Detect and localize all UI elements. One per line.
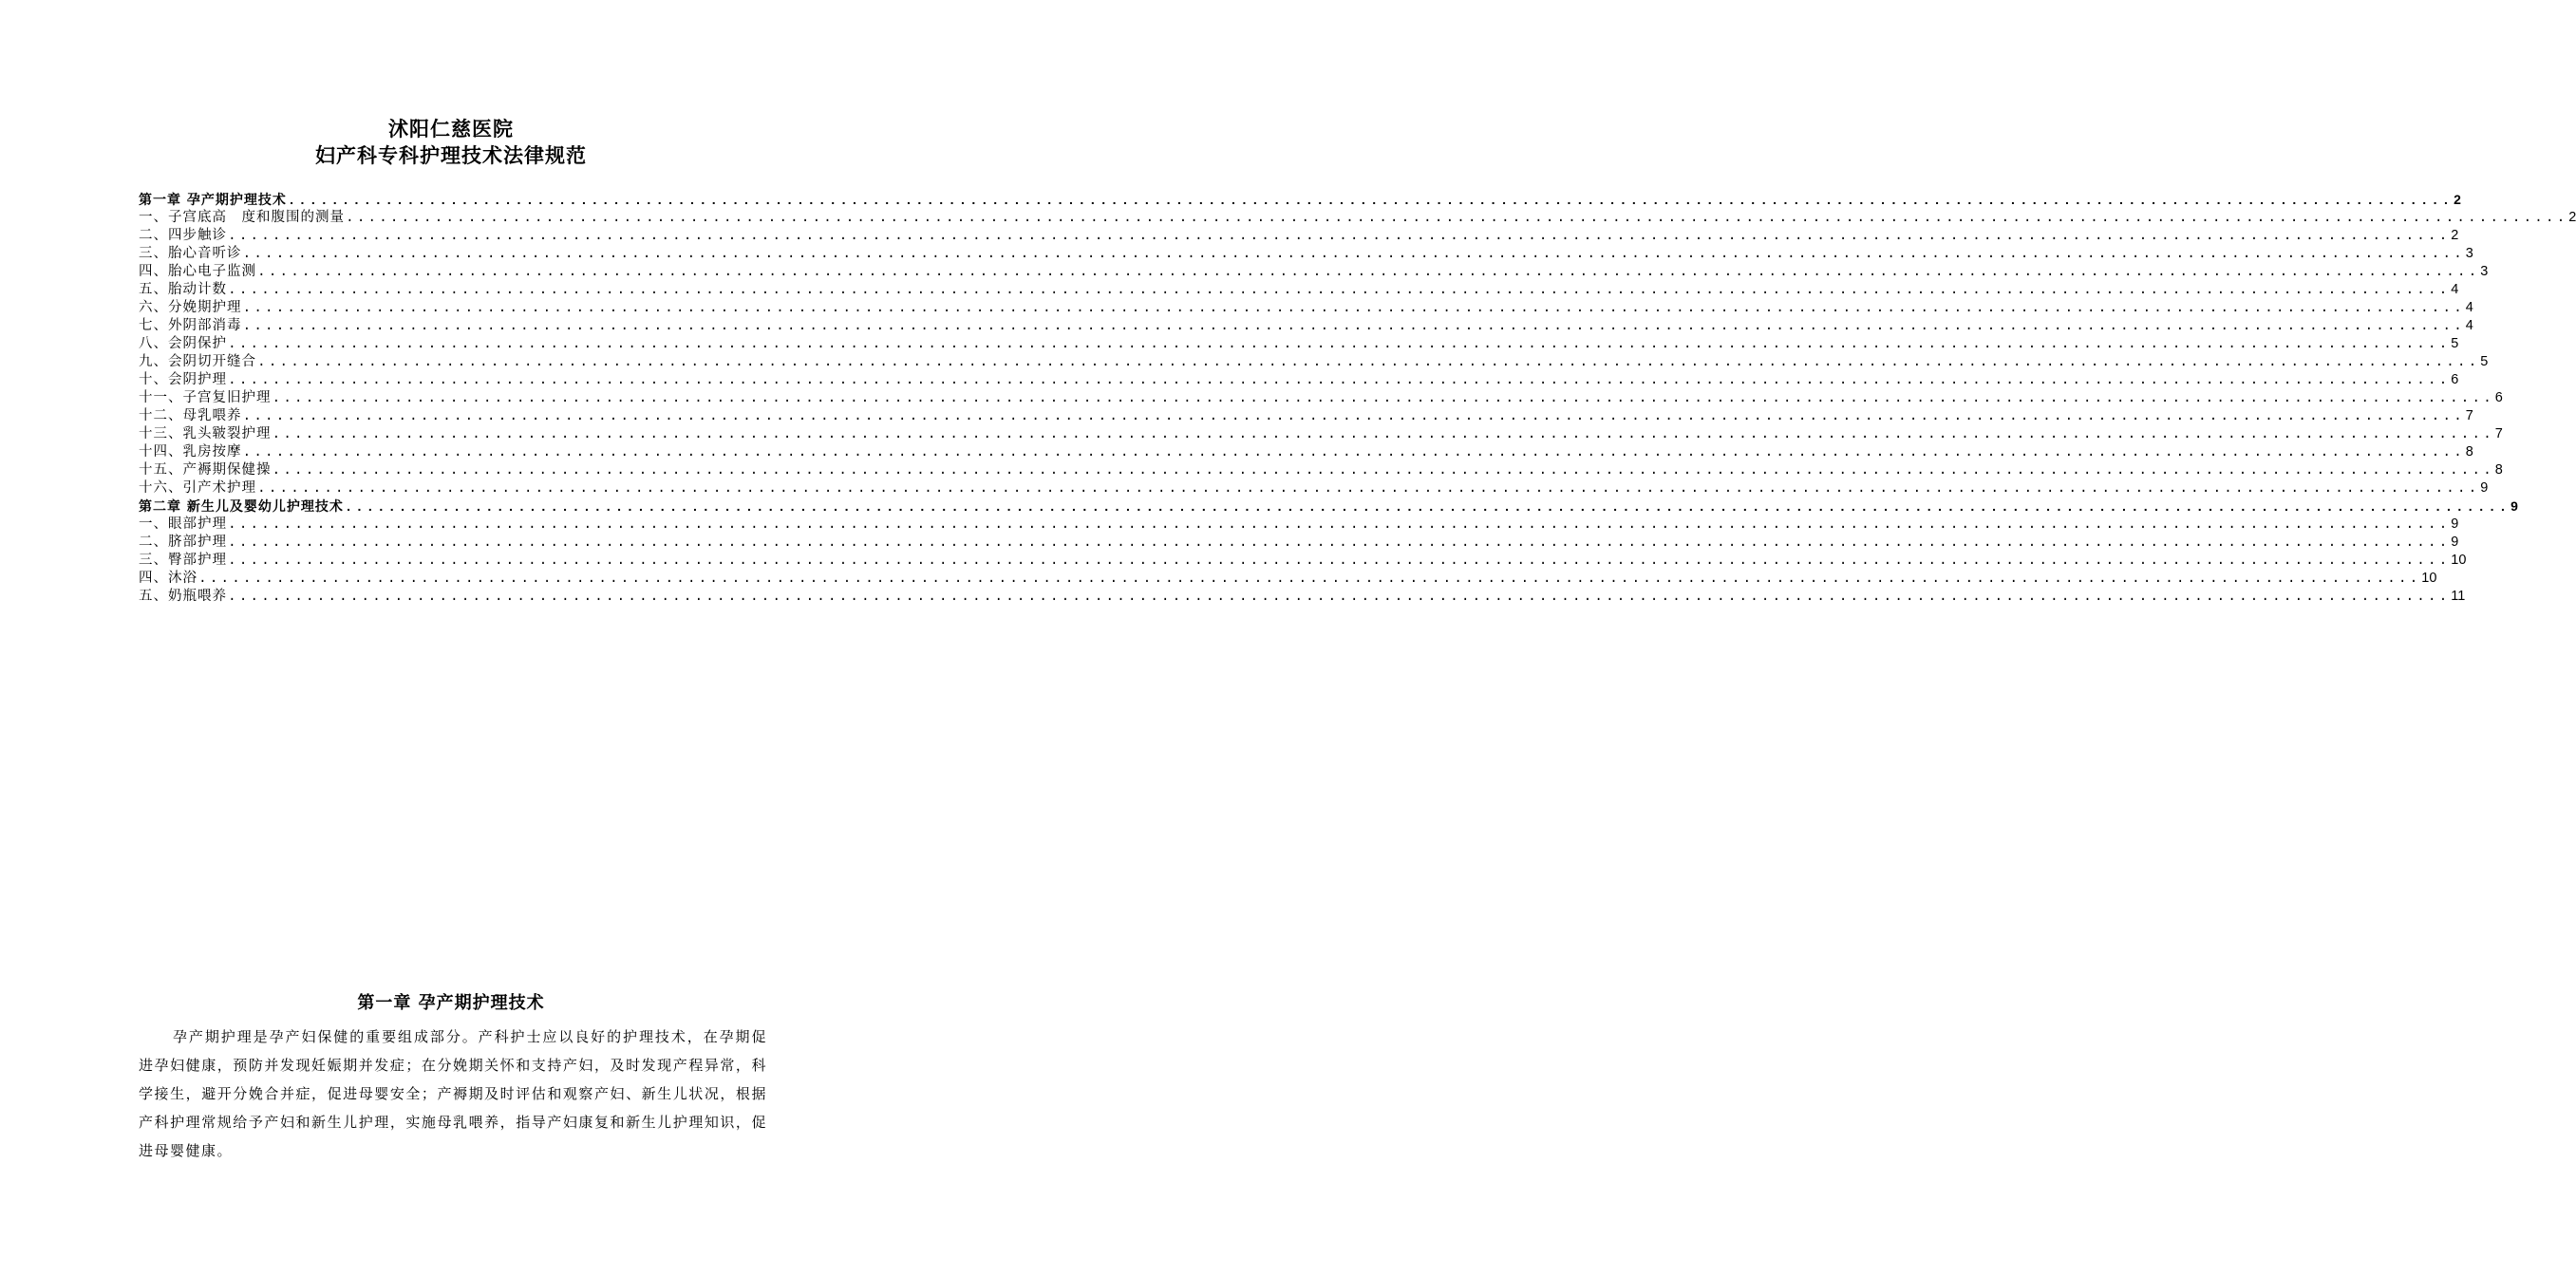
toc-page-number: 8 [2494,462,2503,478]
toc-page-number: 4 [2451,282,2459,297]
toc-page-number: 8 [2465,444,2473,460]
chapter-heading: 第一章 孕产期护理技术 [357,993,545,1013]
toc-entry[interactable] [139,263,2489,281]
toc-entry-label: 三、臀部护理 [139,553,227,568]
toc-entry-label: 第一章 孕产期护理技术 [139,193,287,208]
toc-entry[interactable] [139,425,2503,443]
toc-entry-label: 十、会阴护理 [139,372,227,387]
toc-page-number: 7 [2465,408,2473,423]
toc-entry[interactable] [139,317,2473,335]
document-title: 妇产科专科护理技术法律规范 [315,143,587,167]
toc-page-number: 7 [2494,426,2503,441]
toc-leader-dots: ........................................................................................................................................................................................................ [272,391,2494,406]
toc-entry[interactable] [139,588,2466,606]
toc-page-number: 3 [2465,246,2473,261]
toc-entry[interactable] [139,353,2489,371]
hospital-title: 沭阳仁慈医院 [388,117,514,141]
toc-page-number: 2 [2568,210,2576,225]
toc-chapter-entry[interactable] [139,497,2518,516]
toc-entry-label: 二、脐部护理 [139,535,227,550]
toc-entry-label: 九、会阴切开缝合 [139,354,256,369]
toc-page-number: 2 [2451,228,2459,243]
toc-page-number: 5 [2480,354,2489,369]
toc-entry[interactable] [139,281,2459,299]
toc-entry-label: 二、四步触诊 [139,228,227,243]
toc-leader-dots: ........................................................................................................................................................................................................ [344,500,2510,516]
toc-entry[interactable] [139,479,2489,497]
toc-leader-dots: ........................................................................................................................................................................................................ [257,265,2480,280]
toc-chapter-entry[interactable] [139,191,2461,209]
toc-entry[interactable] [139,552,2467,570]
toc-entry-label: 五、胎动计数 [139,282,227,297]
toc-entry-label: 三、胎心音听诊 [139,246,242,261]
toc-page-number: 9 [2480,480,2489,496]
toc-leader-dots: ........................................................................................................................................................................................................ [257,481,2480,497]
toc-entry[interactable] [139,209,2576,227]
chapter-intro-paragraph: 孕产期护理是孕产妇保健的重要组成部分。产科护士应以良好的护理技术，在孕期促进孕妇健康，预防并发现妊娠期并发症；在分娩期关怀和支持产妇，及时发现产程异常，科学接生，避开分娩合并症，促进母婴安全；产褥期及时评估和观察产妇、新生儿状况，根据产科护理常规给予产妇和新生儿护理，实施母乳喂养，指导产妇康复和新生儿护理知识，促进母婴健康。 [139,1028,767,1159]
toc-leader-dots: ........................................................................................................................................................................................................ [228,590,2451,605]
toc-leader-dots: ........................................................................................................................................................................................................ [242,319,2465,334]
toc-entry[interactable] [139,516,2459,534]
toc-entry[interactable] [139,407,2473,425]
toc-leader-dots: ........................................................................................................................................................................................................ [228,535,2451,551]
toc-leader-dots: ........................................................................................................................................................................................................ [228,229,2451,244]
toc-leader-dots: ........................................................................................................................................................................................................ [287,194,2454,209]
toc-entry[interactable] [139,461,2503,479]
toc-entry[interactable] [139,371,2459,389]
toc-page-number: 4 [2465,318,2473,333]
toc-entry-label: 七、外阴部消毒 [139,318,242,333]
toc-leader-dots: ........................................................................................................................................................................................................ [228,373,2451,388]
toc-entry[interactable] [139,389,2503,407]
toc-entry-label: 十五、产褥期保健操 [139,462,272,478]
toc-leader-dots: ........................................................................................................................................................................................................ [242,301,2465,316]
toc-entry[interactable] [139,534,2459,552]
table-of-contents [139,191,2576,606]
toc-entry-label: 十四、乳房按摩 [139,444,242,460]
toc-entry[interactable] [139,299,2473,317]
toc-entry[interactable] [139,335,2459,353]
toc-page-number: 6 [2494,390,2503,405]
toc-leader-dots: ........................................................................................................................................................................................................ [346,211,2568,226]
toc-entry-label: 八、会阴保护 [139,336,227,351]
toc-leader-dots: ........................................................................................................................................................................................................ [272,427,2494,442]
toc-entry[interactable] [139,245,2473,263]
toc-entry-label: 四、胎心电子监测 [139,264,256,279]
toc-entry-label: 十三、乳头皲裂护理 [139,426,272,441]
toc-entry-label: 四、沐浴 [139,571,197,586]
toc-leader-dots: ........................................................................................................................................................................................................ [228,517,2451,533]
toc-entry[interactable] [139,227,2459,245]
toc-entry-label: 第二章 新生儿及婴幼儿护理技术 [139,499,344,515]
toc-leader-dots: ........................................................................................................................................................................................................ [242,247,2465,262]
toc-leader-dots: ........................................................................................................................................................................................................ [228,337,2451,352]
toc-entry-label: 十一、子宫复旧护理 [139,390,272,405]
toc-page-number: 10 [2451,553,2467,568]
toc-entry[interactable] [139,443,2473,461]
toc-page-number: 3 [2480,264,2489,279]
toc-leader-dots: ........................................................................................................................................................................................................ [242,445,2465,460]
toc-entry-label: 一、子宫底高 度和腹围的测量 [139,210,345,225]
toc-page-number: 9 [2451,516,2459,532]
toc-page-number: 2 [2454,192,2461,207]
toc-page-number: 9 [2451,535,2459,550]
toc-leader-dots: ........................................................................................................................................................................................................ [228,283,2451,298]
toc-leader-dots: ........................................................................................................................................................................................................ [198,572,2421,587]
toc-entry[interactable] [139,570,2437,588]
toc-entry-label: 十六、引产术护理 [139,480,256,496]
toc-entry-label: 六、分娩期护理 [139,300,242,315]
toc-leader-dots: ........................................................................................................................................................................................................ [257,355,2480,370]
toc-leader-dots: ........................................................................................................................................................................................................ [228,554,2451,569]
toc-page-number: 5 [2451,336,2459,351]
toc-leader-dots: ........................................................................................................................................................................................................ [272,463,2494,478]
toc-page-number: 6 [2451,372,2459,387]
toc-page-number: 9 [2510,498,2518,514]
toc-page-number: 4 [2465,300,2473,315]
toc-entry-label: 五、奶瓶喂养 [139,589,227,604]
toc-page-number: 11 [2451,589,2466,604]
toc-leader-dots: ........................................................................................................................................................................................................ [242,409,2465,424]
toc-entry-label: 一、眼部护理 [139,516,227,532]
toc-entry-label: 十二、母乳喂养 [139,408,242,423]
toc-page-number: 10 [2421,571,2437,586]
